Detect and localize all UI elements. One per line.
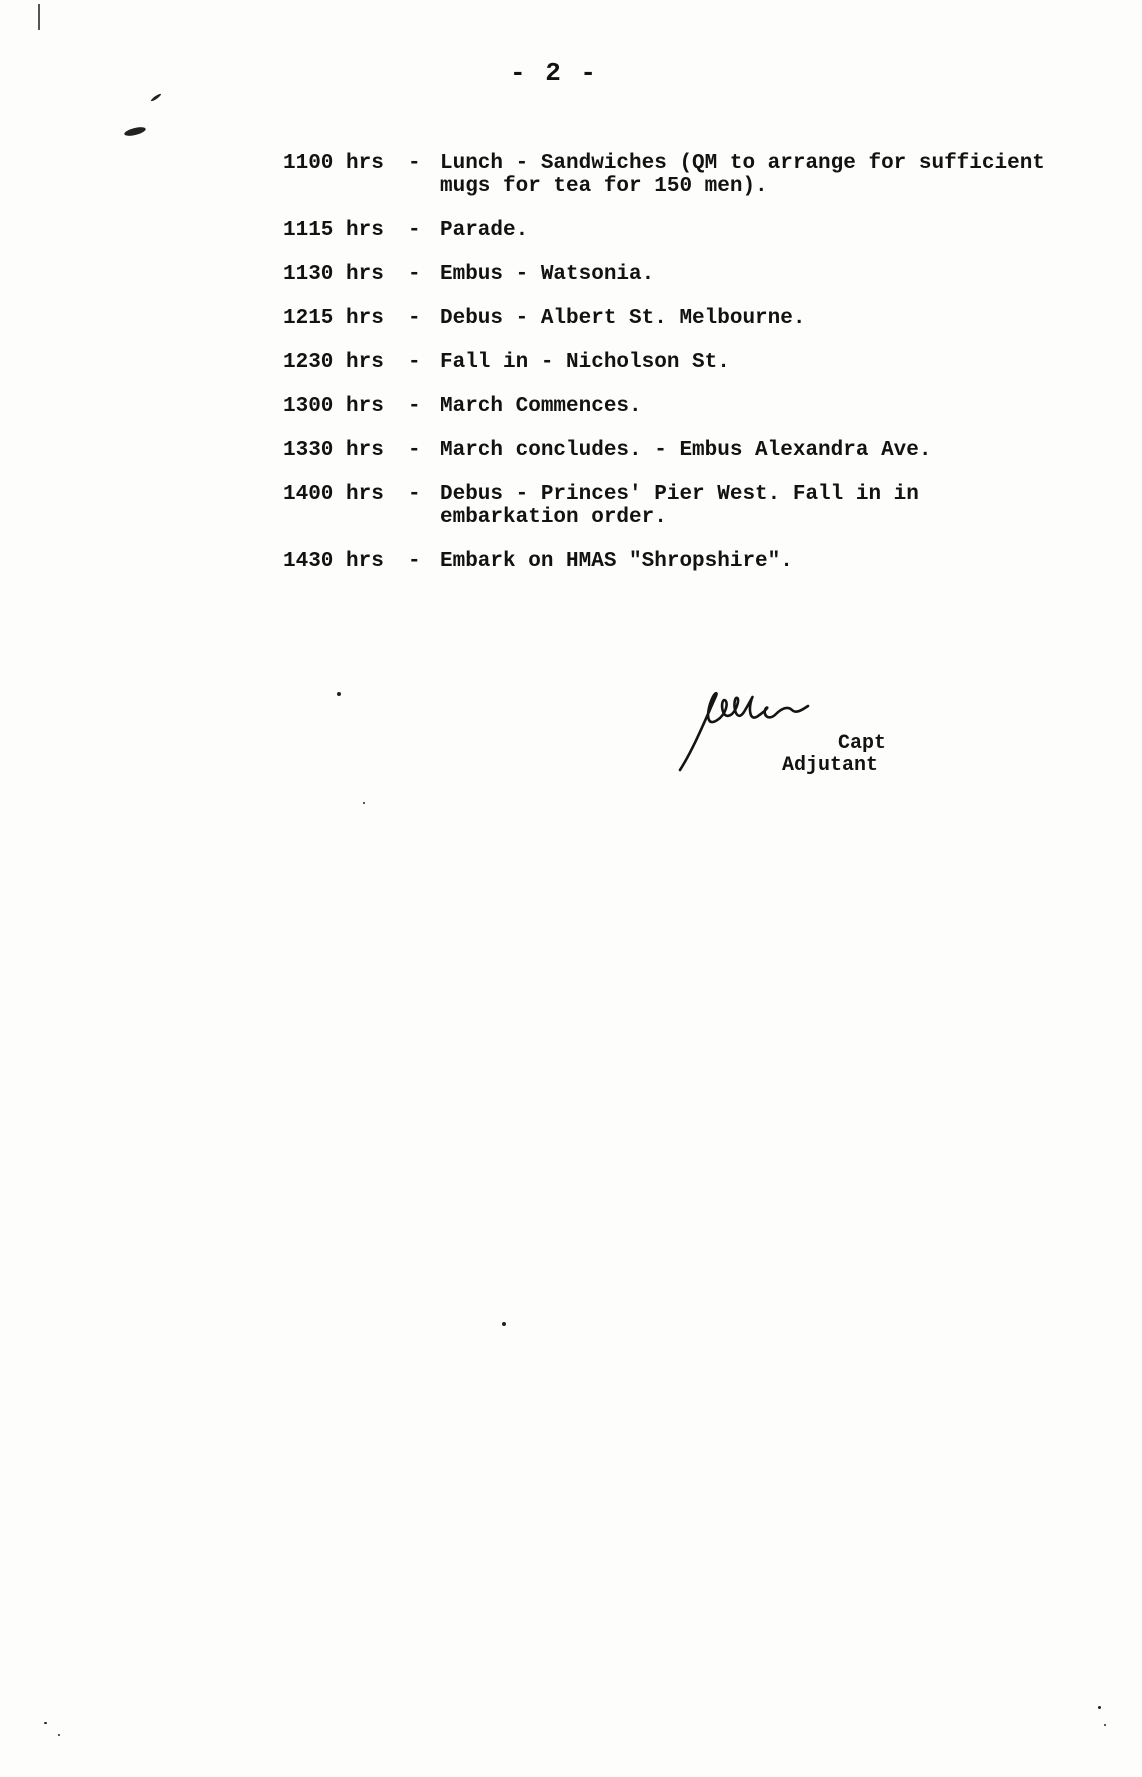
- signature-rank: Capt: [838, 732, 887, 755]
- ink-speck: [1104, 1724, 1106, 1726]
- event-line: Lunch - Sandwiches (QM to arrange for sufficient: [440, 152, 1045, 175]
- entry-event: - Embark on HMAS "Shropshire".: [408, 550, 793, 573]
- entry-event: - March concludes. - Embus Alexandra Ave.: [408, 439, 932, 462]
- entry-event: - March Commences.: [408, 395, 642, 418]
- event-line: March Commences.: [440, 395, 642, 418]
- entry-event: - Debus - Princes' Pier West. Fall in in embarkation order.: [408, 483, 919, 529]
- schedule-entry: [283, 483, 1103, 529]
- schedule-entry: [283, 263, 1103, 286]
- entry-event: - Fall in - Nicholson St.: [408, 351, 730, 374]
- event-line: Debus - Princes' Pier West. Fall in in: [440, 483, 919, 506]
- schedule-entry: [283, 395, 1103, 418]
- event-line: Fall in - Nicholson St.: [440, 351, 730, 374]
- entry-time: 1230 hrs: [283, 351, 384, 374]
- event-line: Embus - Watsonia.: [440, 263, 655, 286]
- ink-speck: [363, 802, 365, 804]
- ink-speck: [337, 692, 341, 696]
- schedule-entry: [283, 152, 1103, 198]
- event-line: March concludes. - Embus Alexandra Ave.: [440, 439, 932, 462]
- schedule-entry: [283, 219, 1103, 242]
- event-line: Parade.: [440, 219, 529, 242]
- ink-speck: [502, 1322, 506, 1326]
- entry-time: 1115 hrs: [283, 219, 384, 242]
- entry-time: 1300 hrs: [283, 395, 384, 418]
- entry-time: 1215 hrs: [283, 307, 384, 330]
- entry-time: 1100 hrs: [283, 152, 384, 175]
- schedule-list: [283, 152, 1103, 573]
- entry-time: 1430 hrs: [283, 550, 384, 573]
- event-line: Embark on HMAS "Shropshire".: [440, 550, 793, 573]
- ink-speck: [44, 1722, 47, 1724]
- schedule-entry: [283, 550, 1103, 573]
- ink-speck: [58, 1734, 60, 1736]
- event-line: embarkation order.: [440, 506, 667, 529]
- entry-event: - Parade.: [408, 219, 529, 242]
- entry-event: - Debus - Albert St. Melbourne.: [408, 307, 806, 330]
- page-number: - 2 -: [510, 58, 599, 88]
- ink-speck: [150, 93, 162, 102]
- event-line: mugs for tea for 150 men).: [440, 175, 768, 198]
- ink-speck: [1098, 1706, 1101, 1709]
- signature-block: [676, 688, 916, 788]
- schedule-entry: [283, 439, 1103, 462]
- entry-event: - Lunch - Sandwiches (QM to arrange for sufficient mugs for tea for 150 men).: [408, 152, 1045, 198]
- signature-title: Adjutant: [782, 754, 879, 777]
- entry-event: - Embus - Watsonia.: [408, 263, 655, 286]
- schedule-entry: [283, 351, 1103, 374]
- schedule-entry: [283, 307, 1103, 330]
- margin-mark: [38, 4, 40, 30]
- entry-time: 1400 hrs: [283, 483, 384, 506]
- ink-speck: [123, 125, 146, 137]
- event-line: Debus - Albert St. Melbourne.: [440, 307, 806, 330]
- entry-time: 1330 hrs: [283, 439, 384, 462]
- entry-time: 1130 hrs: [283, 263, 384, 286]
